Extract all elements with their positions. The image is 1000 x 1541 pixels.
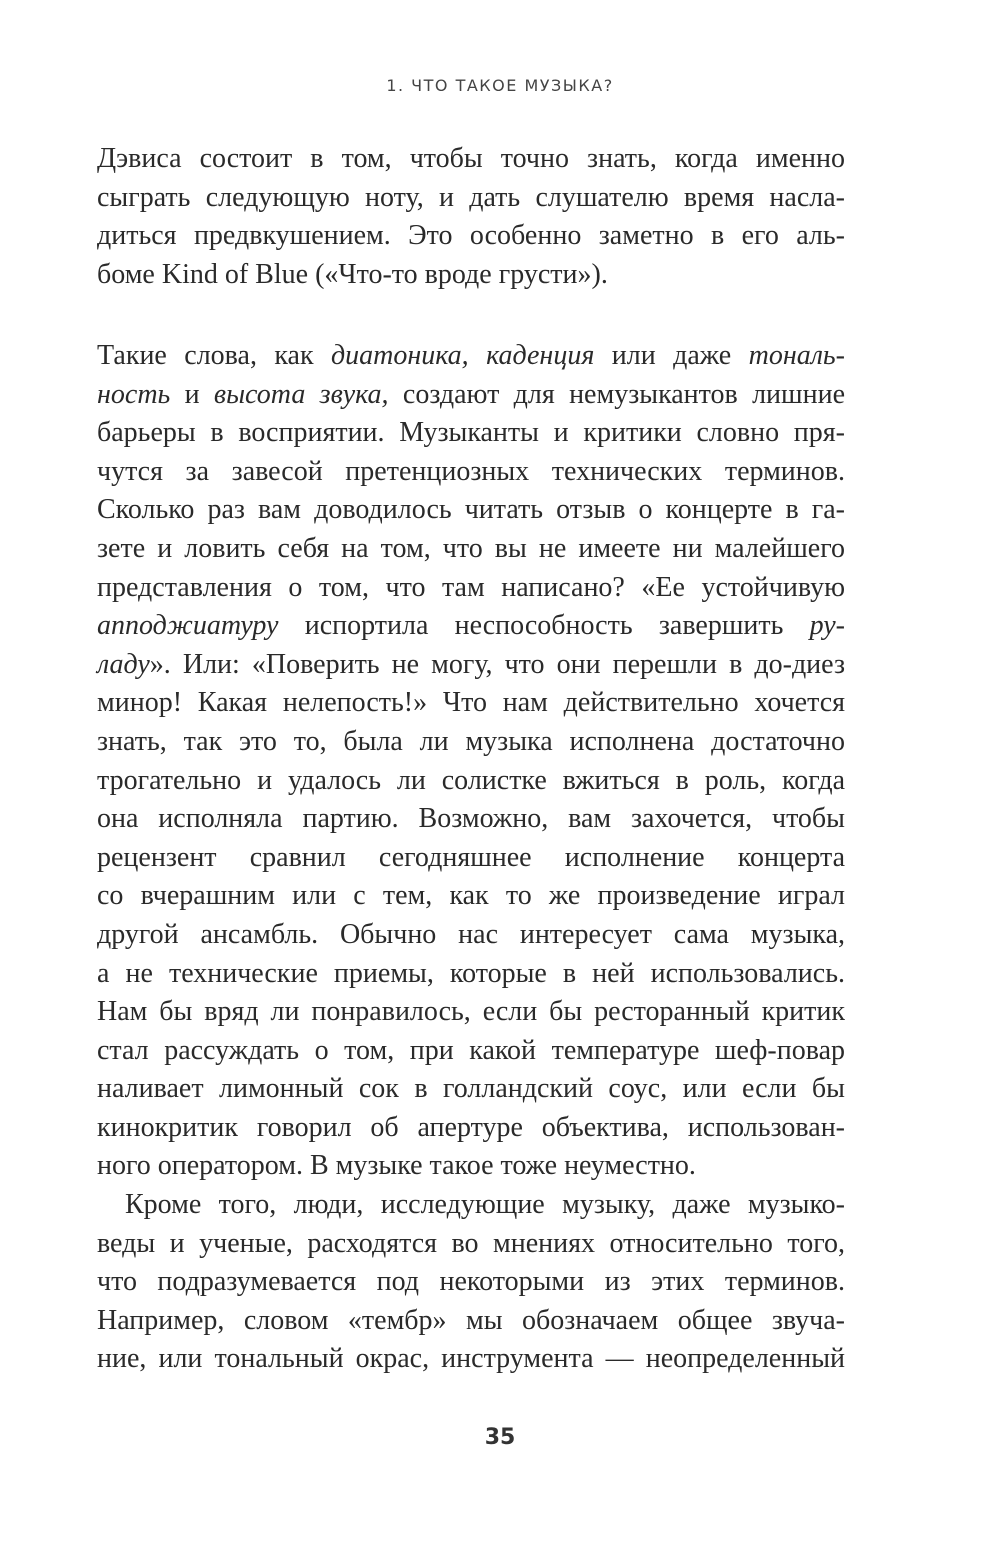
text-line: [97, 607, 845, 646]
text-line: Дэвиса состоит в том, чтобы точно знать, когда именно: [97, 143, 845, 174]
text-line: зете и ловить себя на том, что вы не имеете ни малейшего: [97, 532, 845, 564]
text-run: испортила неспособность завершить: [278, 610, 810, 642]
text-line: ного оператором. В музыке такое тоже неуместно.: [97, 1150, 696, 1182]
text-line: Нам бы вряд ли понравилось, если бы ресторанный критик: [97, 996, 845, 1028]
italic-term: ру-: [809, 610, 845, 642]
text-line: со вчерашним или с тем, как то же произведение играл: [97, 880, 845, 912]
text-run: Такие слова, как: [97, 340, 331, 371]
text-line: минор! Какая нелепость!» Что нам действительно хочется: [97, 687, 845, 719]
text-line: боме Kind of Blue («Что-то вроде грусти»).: [97, 258, 608, 290]
text-line: диться предвкушением. Это особенно заметно в его аль-: [97, 220, 845, 252]
italic-term: диатоника, каденция: [331, 340, 595, 371]
text-line: стал рассуждать о том, при какой температуре шеф-повар: [97, 1034, 845, 1066]
text-line: рецензент сравнил сегодняшнее исполнение концерта: [97, 841, 845, 873]
italic-term: тональ-: [748, 340, 845, 371]
text-line: наливает лимонный сок в голландский соус, или если бы: [97, 1073, 845, 1105]
italic-term: высота звука,: [213, 378, 389, 410]
italic-term: апподжиатуру: [97, 610, 279, 642]
paragraph-1: [97, 140, 845, 294]
text-line: Сколько раз вам доводилось читать отзыв о концерте в га-: [97, 494, 845, 526]
text-line: [97, 376, 845, 415]
italic-term: ность: [97, 378, 171, 410]
text-run: и: [170, 378, 214, 410]
page-number: 35: [484, 1425, 516, 1450]
text-line: чутся за завесой претенциозных технических терминов.: [97, 455, 845, 487]
text-line: кинокритик говорил об апертуре объектива, использован-: [97, 1111, 845, 1143]
text-line: трогательно и удалось ли солистке вжиться в роль, когда: [97, 764, 845, 796]
text-line: она исполняла партию. Возможно, вам захочется, чтобы: [97, 803, 845, 835]
text-line: другой ансамбль. Обычно нас интересует сама музыка,: [97, 918, 845, 950]
text-line: знать, так это то, была ли музыка исполнена достаточно: [97, 725, 845, 757]
text-line: [97, 337, 845, 376]
text-run: ». Или: «Поверить не могу, что они перешли в до-диез: [149, 648, 845, 680]
text-line: а не технические приемы, которые в ней использовались.: [97, 957, 845, 989]
text-line: Кроме того, люди, исследующие музыку, даже музыко-: [125, 1189, 845, 1221]
text-line: [97, 646, 845, 685]
text-line: сыграть следующую ноту, и дать слушателю время насла-: [97, 181, 845, 213]
text-line: представления о том, что там написано? «Ее устойчивую: [97, 571, 845, 603]
text-line: барьеры в восприятии. Музыканты и критики словно пря-: [97, 417, 845, 449]
text-line: Например, словом «тембр» мы обозначаем общее звуча-: [97, 1304, 845, 1336]
paragraph-2-and-3: [97, 337, 845, 1379]
text-line: что подразумевается под некоторыми из этих терминов.: [97, 1266, 845, 1298]
text-run: создают для немузыкантов лишние: [388, 378, 845, 410]
text-line: веды и ученые, расходятся во мнениях относительно того,: [97, 1227, 845, 1259]
text-line: ние, или тональный окрас, инструмента — неопределенный: [97, 1343, 845, 1375]
italic-term: ладу: [97, 648, 150, 680]
running-head: 1. ЧТО ТАКОЕ МУЗЫКА?: [386, 76, 614, 95]
text-run: или даже: [594, 340, 749, 371]
